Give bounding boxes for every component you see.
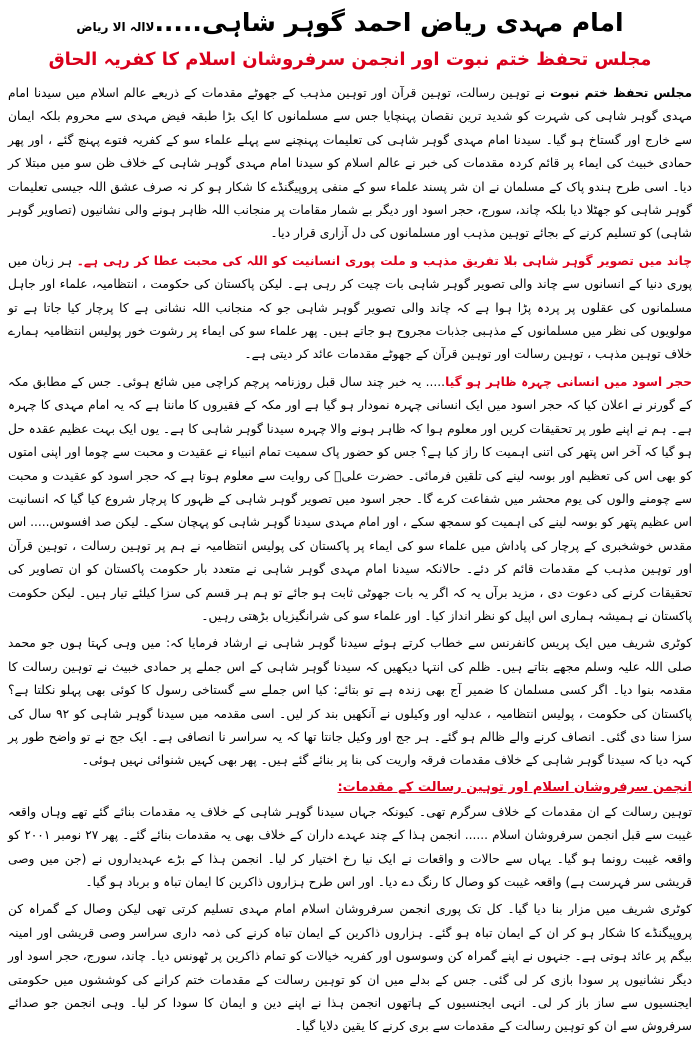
section-heading: انجمن سرفروشان اسلام اور توہین رسالت کے مقدمات: [337,779,692,795]
section-paragraph-1: توہین رسالت کے ان مقدمات کے خلاف سرگرم تھی۔ کیونکہ جہاں سیدنا گوہر شاہی کے خلاف یہ مقدمات بنائے گئے تھے وہاں واقعہ غیبت سے قبل انجمن سرفروشان اسلام ...... انجمن ہذا کے چند عہدے داران کے خلاف بھی یہ مقدمات بنائے گئے۔ پھر ۲۷ نومبر ۲۰۰۱ کو واقعہ غیبت رونما ہو گیا۔ یہاں سے حالات و واقعات نے ایک نیا رخ اختیار کر لیا۔ انجمن ہذا کے بڑے عہدیداروں نے (جن میں وصی قریشی سر فہرست ہے) واقعہ غیبت کو وصال کا رنگ دے دیا۔ اور اس طرح ہزاروں ذاکرین کا ایمان تباہ و برباد ہو گیا۔ [8,804,692,889]
paragraph-2-lead: چاند میں تصویر گوہر شاہی بلا تفریق مذہب و ملت پوری انسانیت کو اللہ کی محبت عطا کر رہی ہے۔ [76,253,692,268]
title-main: امام مہدی ریاض احمد گوہر شاہی [201,8,624,37]
title-slogan: لاالہ الا ریاض [76,20,155,34]
paragraph-3-text: ..... یہ خبر چند سال قبل روزنامہ پرچم کراچی میں شائع ہوئی۔ جس کے مطابق مکہ کے گورنر نے اعلان کیا کہ حجر اسود میں ایک انسانی چہرہ نمودار ہو گیا ہے اور مکہ کے فقیروں کا ماننا ہے کہ یہ امام مہدی کا چہرہ ہے۔ ہم نے اپنے طور پر تحقیقات کریں اور معلوم ہوا کہ ظاہر ہونے والا چہرہ سیدنا گوہر شاہی کا ہے۔ یوں ایک بہت عظیم عقدہ حل ہو گیا کہ آخر اس پتھر کی اتنی اہمیت کا راز کیا ہے؟ جس کو حضور پاک سمیت تمام انبیاء نے عقیدت و محبت سے چوما اور اپنی امتوں کو بھی اس کی تعظیم اور بوسہ لینے کی تلقین فرمائی۔ حضرت علیؓ کی روایت سے معلوم ہوتا ہے کہ حجر اسود کو عقیدت و محبت سے چومنے والوں کی یوم محشر میں شفاعت کرے گا۔ حجر اسود میں تصویر گوہر شاہی کے ظہور کا پرچار شروع کیا گیا کہ انسانیت اس عظیم پتھر کو بوسہ لینے کی اہمیت کو سمجھ سکے ، اور امام مہدی سیدنا گوہر شاہی کو پہچان سکے۔ لیکن صد افسوس..... اس مقدس خوشخبری کے پرچار کی پاداش میں علماء سو کی ایماء پر پاکستان کی پولیس انتظامیہ نے ہم پر توہین رسالت ، توہین قرآن اور توہین مذہب کے مقدمات قائم کر دئے۔ حالانکہ سیدنا امام مہدی گوہر شاہی نے متعدد بار حکومت پاکستان کو ان تصاویر کی تحقیقات کرنے کی دعوت دی ، مزید برآں یہ کہ اگر یہ بات جھوٹی ثابت ہو جائے تو ہم ہر قسم کی سزا کیلئے تیار ہیں۔ لیکن حکومت پاکستان نے ہمیشہ ہماری اس اپیل کو نظر انداز کیا۔ اور علماء سو کی شرانگیزیاں بڑھتی رہیں۔ [8,374,692,623]
title-dots: ..... [154,8,202,37]
page-subtitle: مجلس تحفظ ختم نبوت اور انجمن سرفروشان اسلام کا کفریہ الحاق [48,49,652,70]
paragraph-4 [8,632,692,772]
paragraph-4-text: کوٹری شریف میں ایک پریس کانفرنس سے خطاب کرتے ہوئے سیدنا گوہر شاہی نے ارشاد فرمایا کہ: میں وہی کہتا ہوں جو محمد صلی اللہ علیہ وسلم مجھے بتاتے ہیں۔ ظلم کی انتہا دیکھیں کہ سیدنا گوہر شاہی کے اس جملے پر حمادی خبیث نے توہین رسالت کا مقدمہ بنوا دیا۔ اگر کسی مسلمان کا ضمیر آج بھی زندہ ہے تو بتائے: کیا اس جملے سے گستاخی رسول کا کوئی بھی پہلو نکلتا ہے؟ پاکستان کی حکومت ، پولیس انتظامیہ ، عدلیہ اور وکیلوں نے آنکھیں بند کر لیں۔ اسی مقدمہ میں سیدنا گوہر شاہی کو ۹۲ سال کی سزا سنا دی گئی۔ انصاف کرنے والے ظالم ہو گئے۔ ہر جج اور وکیل جانتا تھا کہ یہ سراسر نا انصافی ہے۔ ایک جج نے تو واضح طور پر کہہ دیا کہ سیدنا گوہر شاہی کے خلاف مقدمات فرقہ واریت کی بنا پر بنائے گئے ہیں۔ پھر بھی کہیں شنوائی نہیں ہوئی۔ [8,636,692,768]
paragraph-1-lead: مجلس تحفظ ختم نبوت [549,86,692,100]
paragraph-2 [8,250,692,367]
paragraph-3 [8,371,692,628]
section-paragraph-2: کوٹری شریف میں مزار بنا دیا گیا۔ کل تک پوری انجمن سرفروشان اسلام امام مہدی تسلیم کرتی تھی لیکن وصال کے گمراہ کن پروپیگنڈے کا شکار ہو کر ان کے ایمان تباہ ہو گئے۔ ہزاروں ذاکرین کے ایمان تباہ کرنے کی ذمہ داری سراسر وصی قریشی اور امینہ بیگم پر عائد ہوتی ہے۔ جنہوں نے اپنے گمراہ کن وسوسوں اور کفریہ خیالات کو تمام ذاکرین پر ٹھونس دیا۔ چاند، سورج، حجر اسود اور دیگر نشانیوں پر سودا بازی کر لی گئی۔ جس کے بدلے میں ان کو توہین رسالت کے مقدمات ختم کرانے کی کوششوں میں حکومتی ایجنسیوں سے ساز باز کر لی۔ انہی ایجنسیوں کے ہاتھوں انجمن ہذا نے اپنے دین و ایمان کا سودا کر لیا۔ وہی انجمن جو صدائے سرفروش سے ان کو توہین رسالت کے مقدمات سے بری کرنے کا یقین دلایا گیا۔ [8,902,692,1034]
paragraph-2-text: ہر زبان میں پوری دنیا کے انسانوں سے چاند والی تصویر گوہر شاہی بات چیت کر رہی ہے۔ لیکن پاکستان کی حکومت ، انتظامیہ، علماء اور جاہل مسلمانوں کی عقلوں پر پردہ پڑا ہوا ہے کہ چاند والی تصویر گوہر شاہی جو کہ منجانب اللہ نشانی ہے کا پرچار کیا جاتا ہے تو مولویوں کی نظر میں مسلمانوں کے مذہبی جذبات مجروح ہو جاتے ہیں۔ پھر علماء سو کی ایماء پر رشوت خور پولیس انتظامیہ ہمارے خلاف توہین مذہب ، توہین رسالت اور توہین قرآن کے جھوٹے مقدمات عائد کر دیتی ہے۔ [8,253,692,362]
paragraph-1-text: نے توہین رسالت، توہین قرآن اور توہین مذہب کے جھوٹے مقدمات کے ذریعے عالم اسلام میں سیدنا امام مہدی گوہر شاہی کی شہرت کو شدید ترین نقصان پہنچایا جس سے مسلمانوں کا ایک بڑا طبقہ فیض مہدی سے محروم بلکہ ایمان سے خارج اور گستاخ ہو گیا۔ سیدنا امام مہدی گوہر شاہی کی تعلیمات پہنچنے سے پہلے علماء سو کے کفریہ فتوے پہنچ گئے ، اور پھر حمادی خبیث کی ایماء پر قائم کردہ مقدمات کی خبر نے عالم اسلام کو سیدنا امام مہدی گوہر شاہی کے خلاف ظن سو میں مبتلا کر دیا۔ اسی طرح ہندو پاک کے مسلمان نے ان شر پسند علماء سو کے منفی پروپیگنڈے کا شکار ہو کر نہ صرف عشق اللہ جیسی تعلیمات گوہر شاہی کو جھٹلا دیا بلکہ چاند، سورج، حجر اسود اور دیگر بے شمار مقامات پر منجانب اللہ ظاہر ہونے والی نشانیوں (تصاویر گوہر شاہی) کو تسلیم کرنے کے بجائے توہین مذہب اور مسلمانوں کی دل آزاری قرار دیا۔ [8,86,692,241]
paragraph-1 [8,82,692,246]
paragraph-3-lead: حجر اسود میں انسانی چہرہ ظاہر ہو گیا [445,374,693,389]
page-title [8,6,692,44]
